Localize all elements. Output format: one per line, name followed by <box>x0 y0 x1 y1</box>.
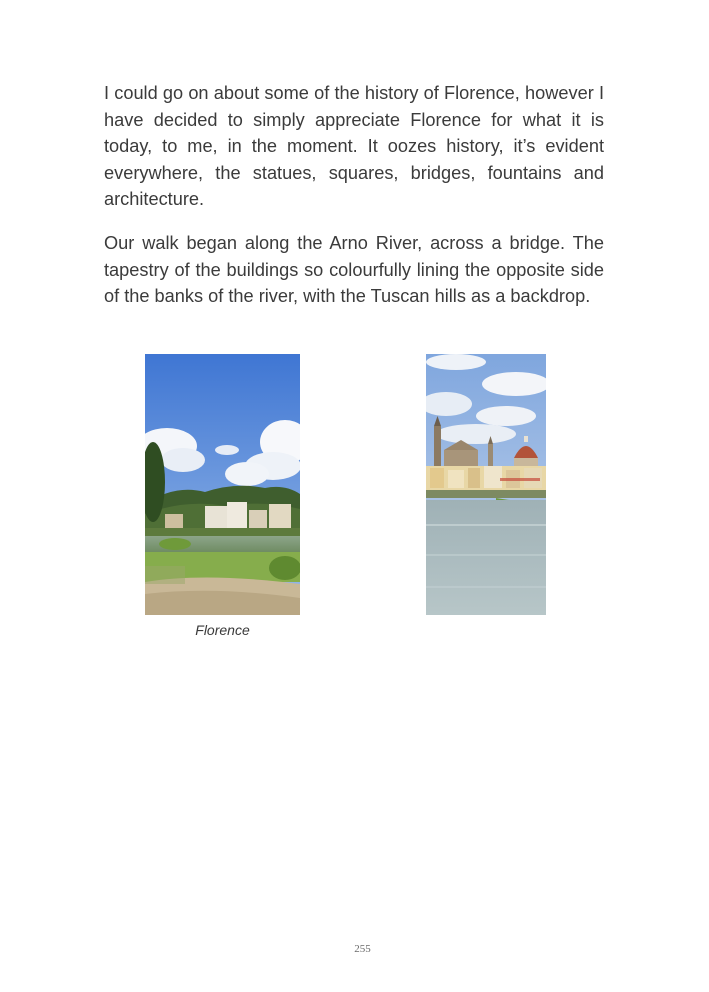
photo-river-bank-hills <box>145 354 300 615</box>
figure-caption: Florence <box>195 622 250 638</box>
body-text <box>104 80 604 327</box>
paragraph-2: Our walk began along the Arno River, across a bridge. The tapestry of the buildings so colourfully lining the opposite side of the banks of the river, with the Tuscan hills as a backdrop. <box>104 232 604 307</box>
photo-cathedral-skyline-river <box>426 354 546 615</box>
paragraph-1: I could go on about some of the history of Florence, however I have decided to simply appreciate Florence for what it is today, to me, in the moment. It oozes history, it’s evident everywhere, the statues, squares, bridges, fountains and architecture. <box>104 83 604 210</box>
page-number: 255 <box>354 943 371 955</box>
photo-cathedral-skyline-river-image <box>426 354 546 615</box>
photo-river-bank-hills-image <box>145 354 300 615</box>
